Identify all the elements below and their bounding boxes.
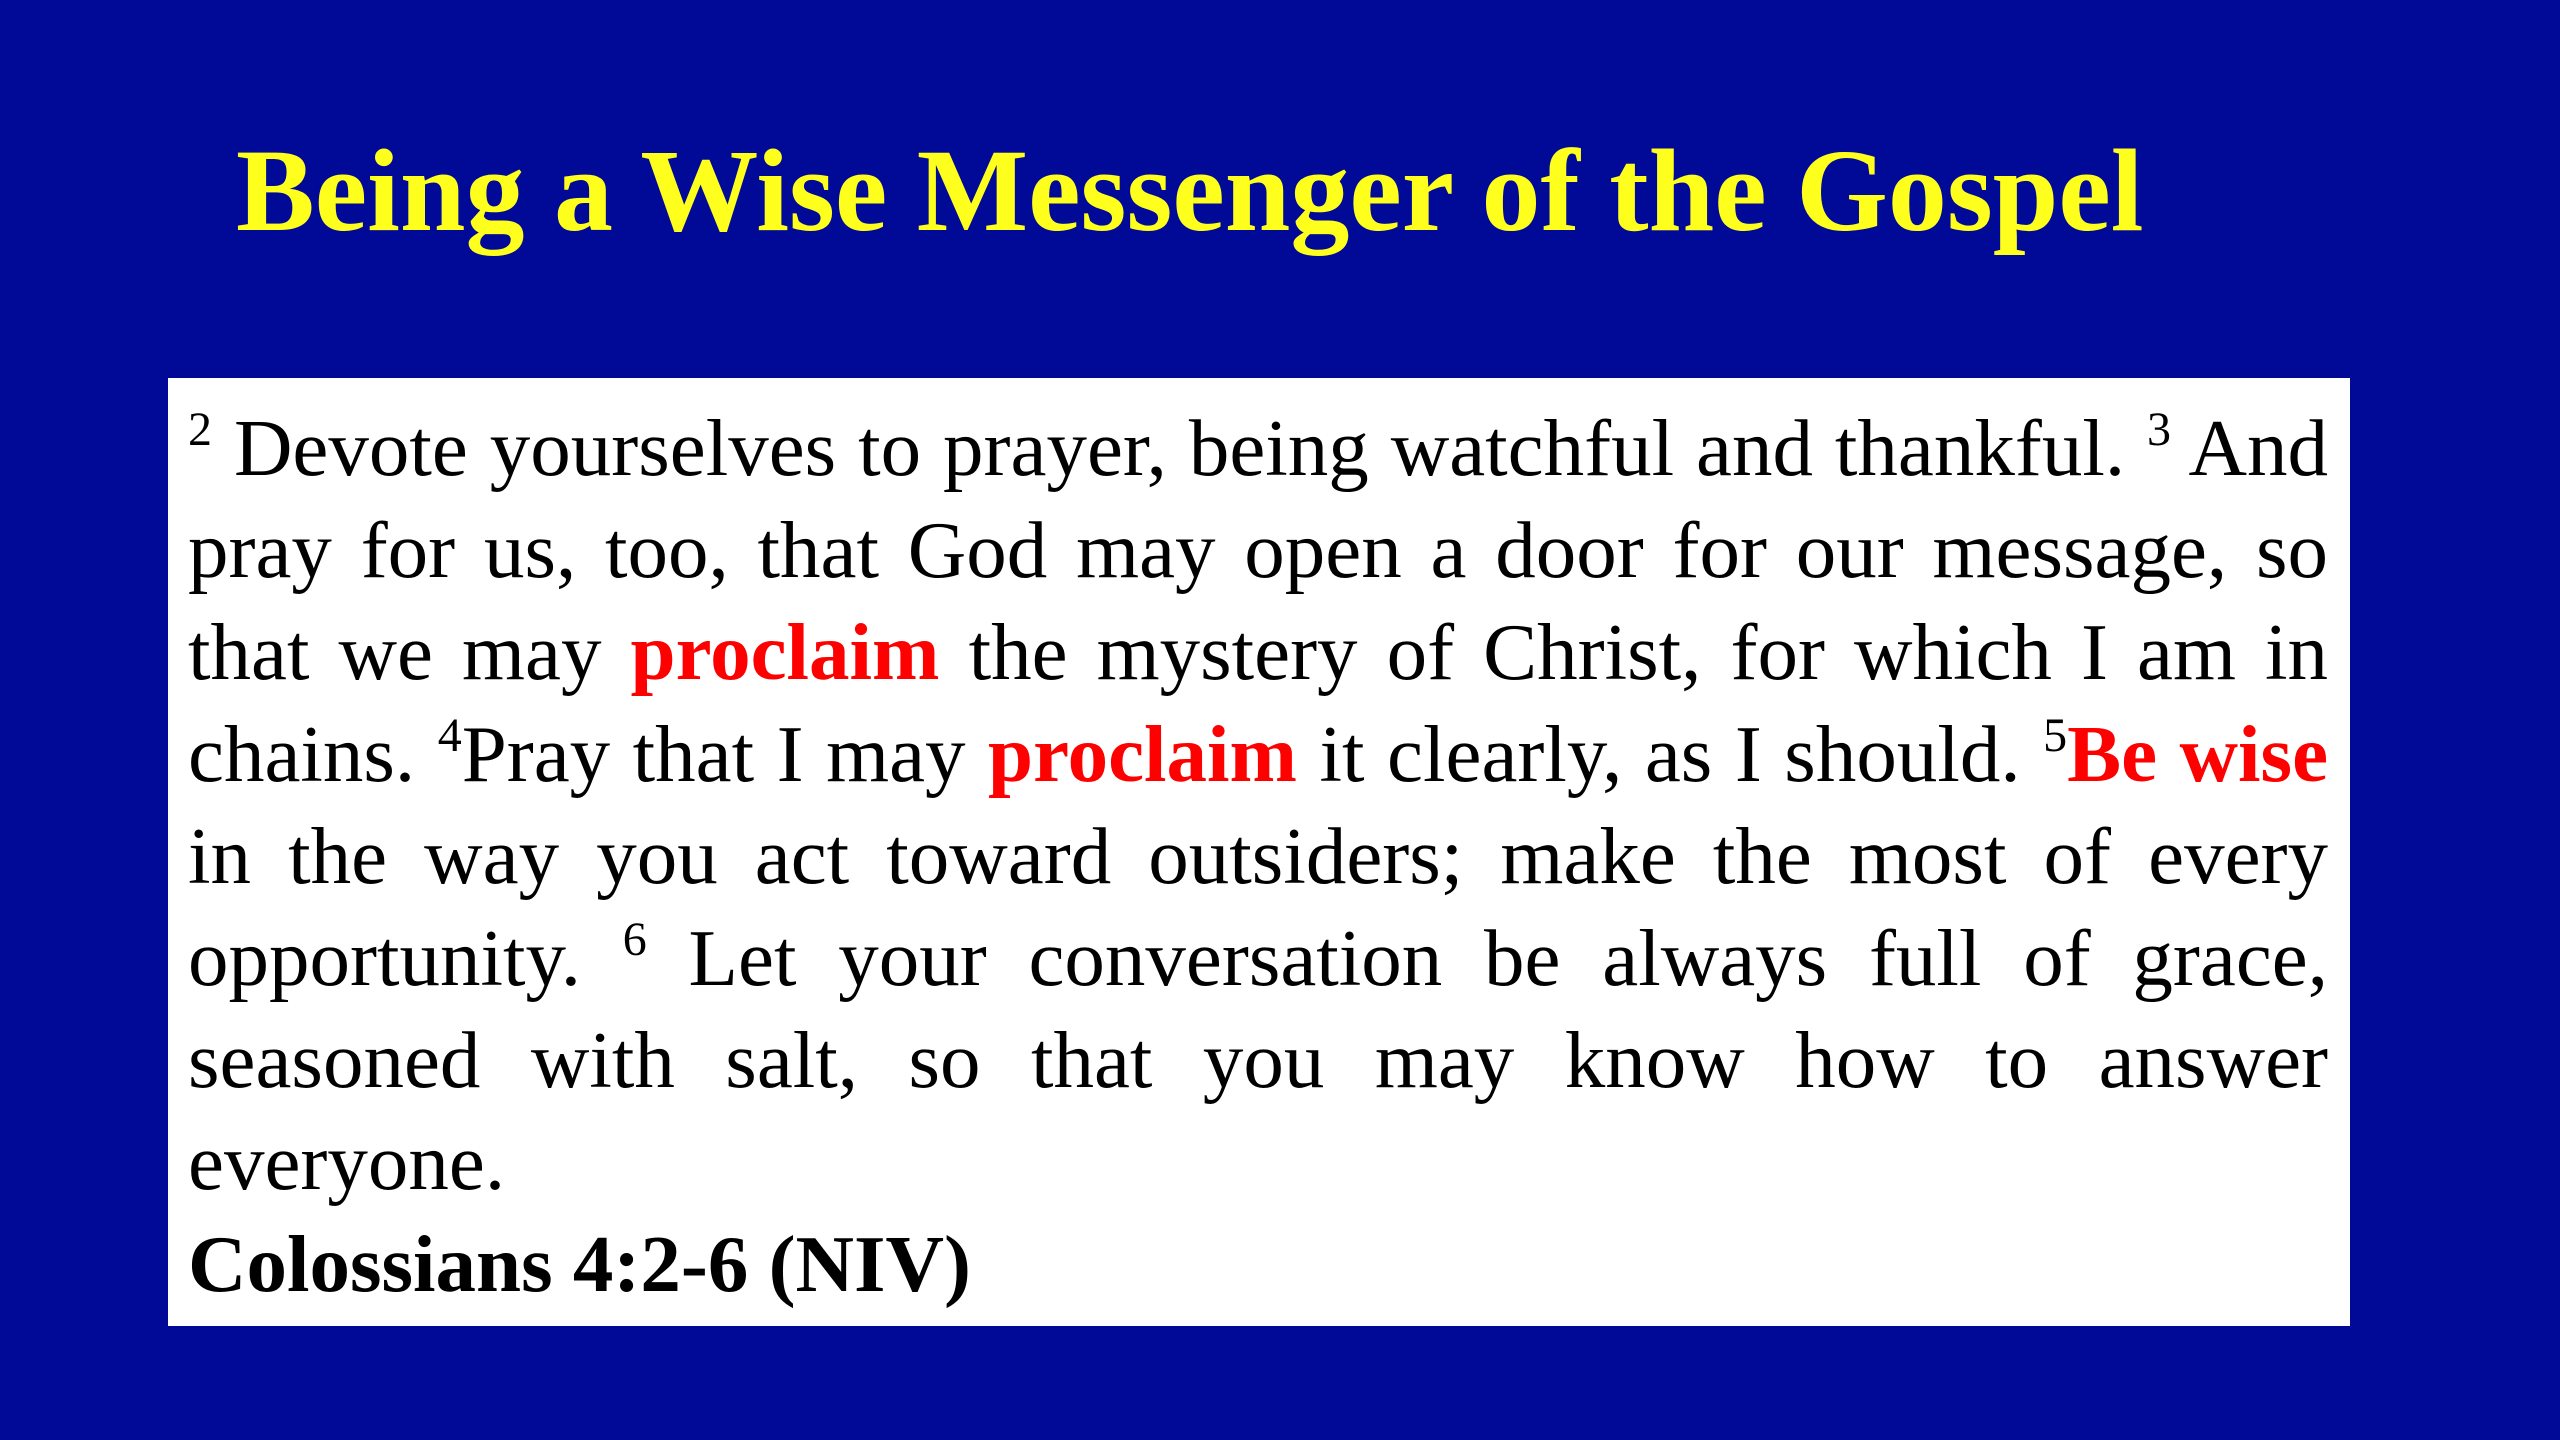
verse-number: 4	[437, 709, 462, 762]
slide-title: Being a Wise Messenger of the Gospel	[236, 125, 2144, 256]
verse-text: And pray for us, too, that God may open a door for our message, so that we may	[188, 403, 2329, 697]
verse-number: 5	[2043, 709, 2068, 762]
highlighted-word: proclaim	[630, 607, 940, 697]
verse-text: Devote yourselves to prayer, being watchful and thankful.	[233, 403, 2126, 493]
scripture-box	[168, 378, 2350, 1326]
scripture-reference: Colossians 4:2-6 (NIV)	[188, 1219, 972, 1309]
verse-number: 3	[2147, 403, 2172, 456]
verse-text: Let your conversation be always full of grace, seasoned with salt, so that you may know how to answer everyone.	[188, 913, 2329, 1207]
verse-text: it clearly, as I should.	[1319, 709, 2021, 799]
verse-number: 6	[622, 913, 647, 966]
verse-text: in the way you act toward outsiders; make the most of every opportunity.	[188, 811, 2328, 1003]
verse-number: 2	[188, 403, 212, 456]
highlighted-word: Be wise	[2067, 709, 2329, 799]
scripture-passage	[188, 397, 2328, 1213]
highlighted-word: proclaim	[988, 709, 1298, 799]
verse-text: Pray that I may	[461, 709, 966, 799]
verse-text: the mystery of Christ, for which I am in chains.	[188, 607, 2329, 799]
